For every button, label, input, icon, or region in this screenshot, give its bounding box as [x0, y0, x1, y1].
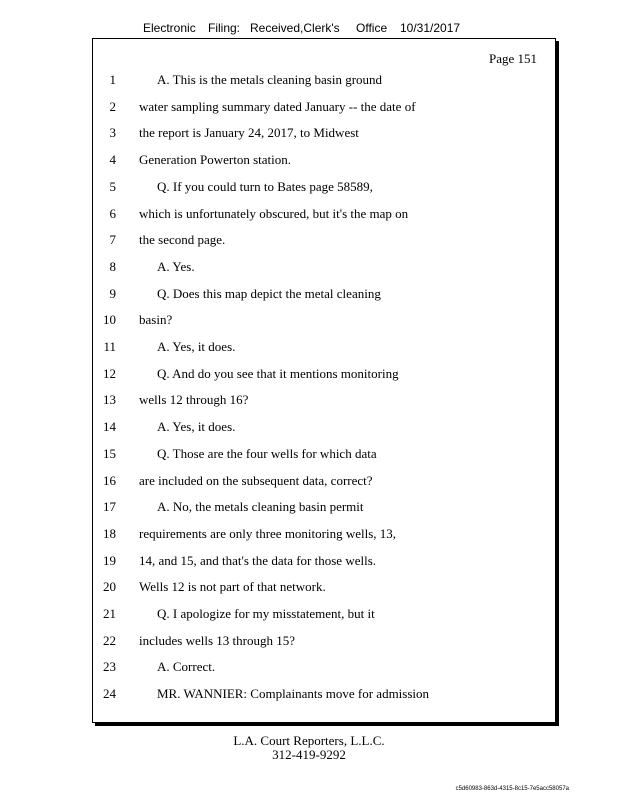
transcript-line: [93, 312, 555, 330]
line-number: 18: [103, 525, 116, 541]
header-filing: Filing:: [208, 21, 241, 35]
line-text: A. This is the metals cleaning basin ground: [157, 72, 383, 87]
transcript-line: [93, 659, 555, 677]
transcript-line: [93, 446, 555, 464]
header-date: 10/31/2017: [400, 21, 461, 35]
transcript-line: [93, 579, 555, 597]
line-text: Q. Does this map depict the metal cleaning: [157, 285, 381, 301]
line-number: 17: [103, 499, 116, 515]
line-text: A. Yes.: [157, 258, 195, 274]
transcript-line: [93, 72, 555, 90]
line-text: Q. And do you see that it mentions monitoring: [157, 365, 399, 381]
header-electronic: Electronic: [143, 21, 196, 35]
line-number: 21: [103, 606, 116, 621]
line-text: Q. I apologize for my misstatement, but it: [157, 606, 375, 621]
line-number: 8: [109, 258, 116, 274]
line-text: includes wells 13 through 15?: [139, 632, 295, 648]
line-text: which is unfortunately obscured, but it's the map on: [139, 205, 409, 221]
line-text: A. Yes, it does.: [157, 419, 236, 435]
transcript-line: [93, 179, 555, 197]
transcript-line: [93, 392, 555, 410]
line-number: 13: [103, 392, 116, 408]
line-text: the second page.: [139, 232, 226, 248]
line-text: Q. If you could turn to Bates page 58589,: [157, 178, 373, 194]
line-number: 7: [109, 232, 116, 248]
header-received: Received,Clerk's: [250, 21, 340, 35]
document-hash: c5d60983-863d-4315-8c15-7e5acc58057a: [455, 786, 569, 792]
transcript-line: [93, 286, 555, 304]
page-number: Page 151: [488, 51, 537, 66]
transcript-line: [93, 99, 555, 117]
line-number: 12: [103, 365, 116, 381]
line-number: 23: [103, 659, 116, 675]
transcript-line: [93, 686, 555, 704]
line-number: 15: [103, 445, 116, 461]
line-number: 5: [109, 178, 116, 194]
line-number: 14: [103, 419, 116, 435]
line-text: 14, and 15, and that's the data for those wells.: [139, 552, 377, 568]
line-text: A. No, the metals cleaning basin permit: [157, 499, 364, 515]
line-number: 19: [103, 552, 116, 568]
line-text: MR. WANNIER: Complainants move for admission: [157, 686, 430, 702]
line-text: water sampling summary dated January -- the date of: [139, 98, 416, 114]
transcript-line: [93, 366, 555, 384]
transcript-line: [93, 339, 555, 357]
line-number: 10: [103, 312, 116, 328]
line-text: Q. Those are the four wells for which data: [157, 445, 377, 461]
line-text: Wells 12 is not part of that network.: [139, 579, 326, 595]
line-number: 20: [103, 579, 116, 595]
line-number: 24: [103, 686, 116, 702]
line-number: 1: [109, 72, 116, 87]
transcript-line: [93, 633, 555, 651]
line-number: 11: [103, 339, 116, 354]
transcript-page: [92, 38, 556, 723]
line-text: A. Correct.: [157, 659, 216, 675]
transcript-line: [93, 419, 555, 437]
line-text: are included on the subsequent data, correct?: [139, 472, 373, 488]
transcript-line: [93, 152, 555, 170]
line-text: basin?: [139, 312, 173, 328]
transcript-line: [93, 206, 555, 224]
line-number: 6: [109, 205, 116, 221]
line-number: 9: [109, 285, 116, 301]
transcript-line: [93, 259, 555, 277]
footer-company: L.A. Court Reporters, L.L.C.: [233, 733, 385, 748]
line-text: A. Yes, it does.: [157, 339, 236, 354]
line-text: the report is January 24, 2017, to Midwest: [139, 125, 359, 141]
line-text: Generation Powerton station.: [139, 152, 291, 168]
transcript-line: [93, 526, 555, 544]
line-text: wells 12 through 16?: [139, 392, 249, 408]
transcript-line: [93, 125, 555, 143]
line-number: 2: [109, 98, 116, 114]
footer-phone: 312-419-9292: [272, 747, 346, 762]
transcript-line: [93, 232, 555, 250]
header-office: Office: [356, 21, 388, 35]
line-number: 16: [103, 472, 116, 488]
transcript-line: [93, 499, 555, 517]
transcript-line: [93, 553, 555, 571]
line-number: 3: [109, 125, 116, 141]
transcript-line: [93, 473, 555, 491]
line-number: 22: [103, 632, 116, 648]
transcript-line: [93, 606, 555, 624]
line-number: 4: [109, 152, 116, 168]
line-text: requirements are only three monitoring wells, 13,: [139, 525, 397, 541]
